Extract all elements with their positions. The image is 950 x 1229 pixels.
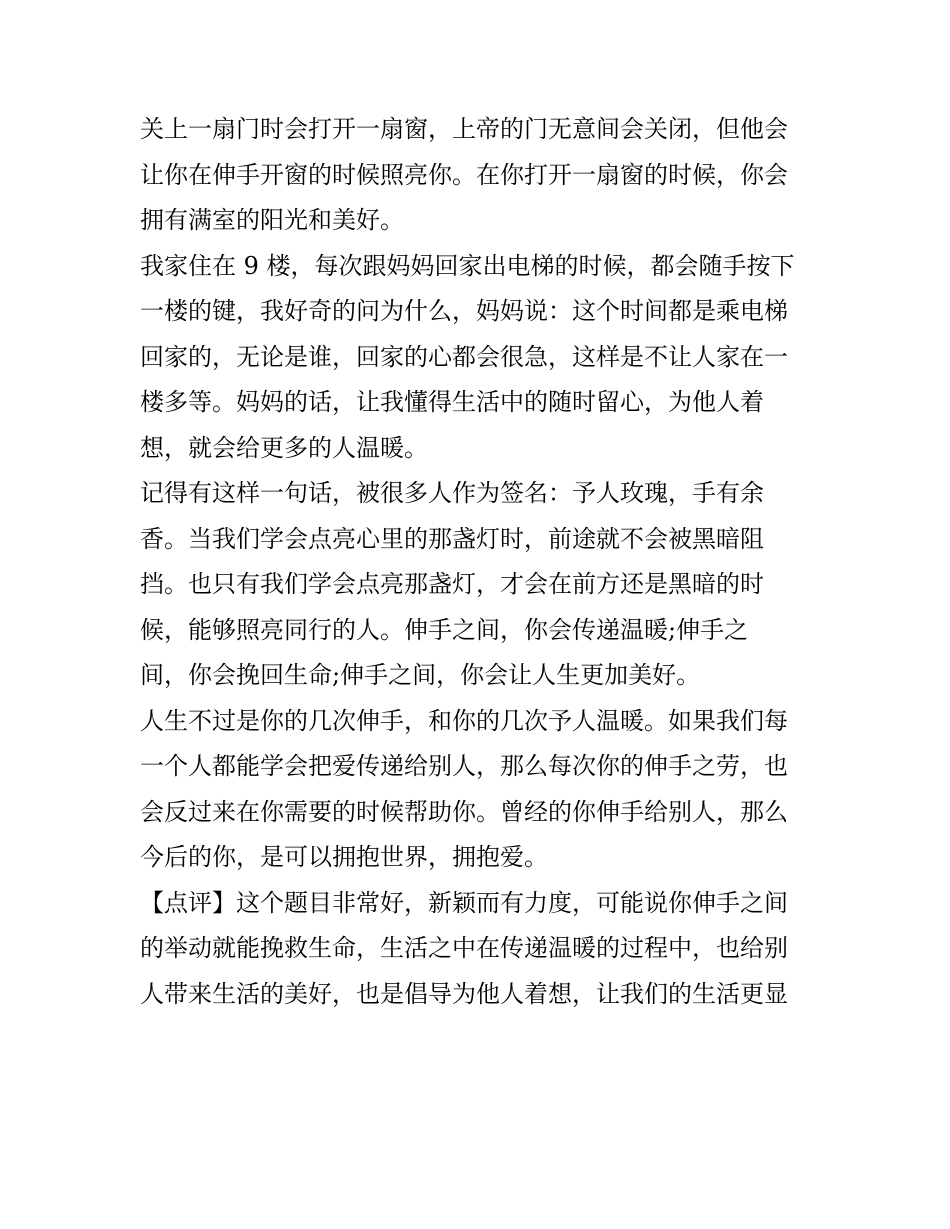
text-line: 拥有满室的阳光和美好。 <box>140 206 404 234</box>
text-line: 记得有这样一句话，被很多人作为签名：予人玫瑰，手有余 <box>140 479 764 507</box>
text-line: 香。当我们学会点亮心里的那盏灯时，前途就不会被黑暗阻 <box>140 524 764 553</box>
text-line: 挡。也只有我们学会点亮那盏灯，才会在前方还是黑暗的时 <box>140 570 764 598</box>
text-line: 一个人都能学会把爱传递给别人，那么每次你的伸手之劳，也 <box>140 752 788 780</box>
text-line: 一楼的键，我好奇的问为什么，妈妈说：这个时间都是乘电梯 <box>140 297 788 325</box>
text-line: 我家住在 9 楼，每次跟妈妈回家出电梯的时候，都会随手按下 <box>140 251 795 280</box>
text-line: 的举动就能挽救生命，生活之中在传递温暖的过程中，也给别 <box>140 934 788 962</box>
paragraph-4 <box>140 699 820 881</box>
paragraph-3 <box>140 471 820 699</box>
text-line: 会反过来在你需要的时候帮助你。曾经的你伸手给别人，那么 <box>140 797 788 826</box>
document-body <box>140 107 820 1017</box>
text-line: 间，你会挽回生命;伸手之间，你会让人生更加美好。 <box>140 661 701 689</box>
text-line: 人生不过是你的几次伸手，和你的几次予人温暖。如果我们每 <box>140 706 788 735</box>
paragraph-commentary <box>140 881 820 1018</box>
text-line: 今后的你，是可以拥抱世界，拥抱爱。 <box>140 843 548 871</box>
text-line: 关上一扇门时会打开一扇窗，上帝的门无意间会关闭，但他会 <box>140 115 788 143</box>
text-line: 【点评】这个题目非常好，新颖而有力度，可能说你伸手之间 <box>140 888 788 917</box>
paragraph-2 <box>140 244 820 472</box>
text-line: 回家的，无论是谁，回家的心都会很急，这样是不让人家在一 <box>140 342 788 371</box>
text-line: 让你在伸手开窗的时候照亮你。在你打开一扇窗的时候，你会 <box>140 160 788 189</box>
paragraph-1 <box>140 107 820 244</box>
text-line: 人带来生活的美好，也是倡导为他人着想，让我们的生活更显 <box>140 979 788 1008</box>
text-line: 楼多等。妈妈的话，让我懂得生活中的随时留心，为他人着 <box>140 388 764 416</box>
text-line: 候，能够照亮同行的人。伸手之间，你会传递温暖;伸手之 <box>140 615 749 644</box>
text-line: 想，就会给更多的人温暖。 <box>140 433 428 462</box>
